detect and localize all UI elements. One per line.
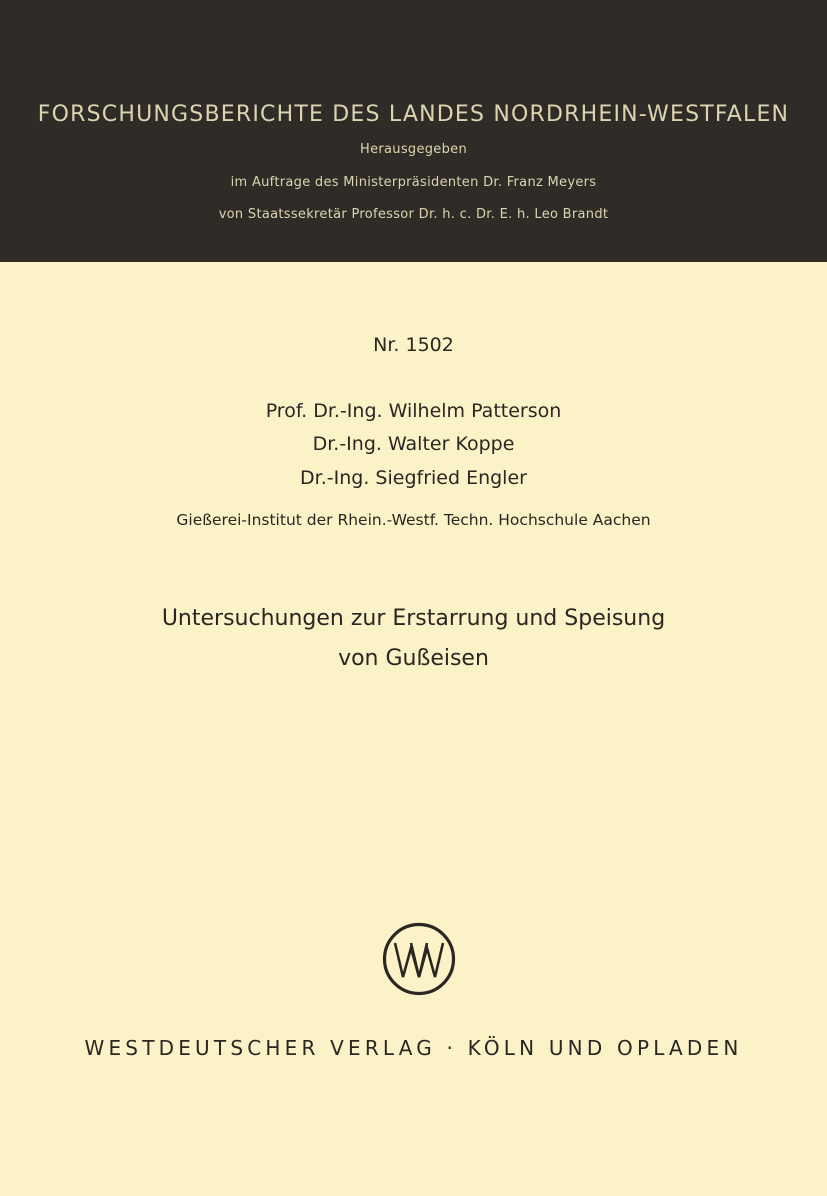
series-header xyxy=(0,0,827,262)
author-1: Prof. Dr.-Ing. Wilhelm Patterson xyxy=(265,400,562,422)
author-2: Dr.-Ing. Walter Koppe xyxy=(312,433,515,455)
institute: Gießerei-Institut der Rhein.-Westf. Techn. Hochschule Aachen xyxy=(176,511,651,529)
series-title: FORSCHUNGSBERICHTE DES LANDES NORDRHEIN-WESTFALEN xyxy=(37,102,790,127)
report-number: Nr. 1502 xyxy=(373,334,454,356)
publisher-line: WESTDEUTSCHER VERLAG · KÖLN UND OPLADEN xyxy=(84,1036,743,1060)
editor-line-3: von Staatssekretär Professor Dr. h. c. Dr. E. h. Leo Brandt xyxy=(218,207,609,222)
editor-line-2: im Auftrage des Ministerpräsidenten Dr. Franz Meyers xyxy=(230,175,597,190)
editor-line-1: Herausgegeben xyxy=(360,142,467,157)
ww-logo-icon xyxy=(382,922,456,996)
title-line-2: von Gußeisen xyxy=(338,646,489,671)
title-line-1: Untersuchungen zur Erstarrung und Speisung xyxy=(161,606,666,631)
author-3: Dr.-Ing. Siegfried Engler xyxy=(300,467,527,489)
